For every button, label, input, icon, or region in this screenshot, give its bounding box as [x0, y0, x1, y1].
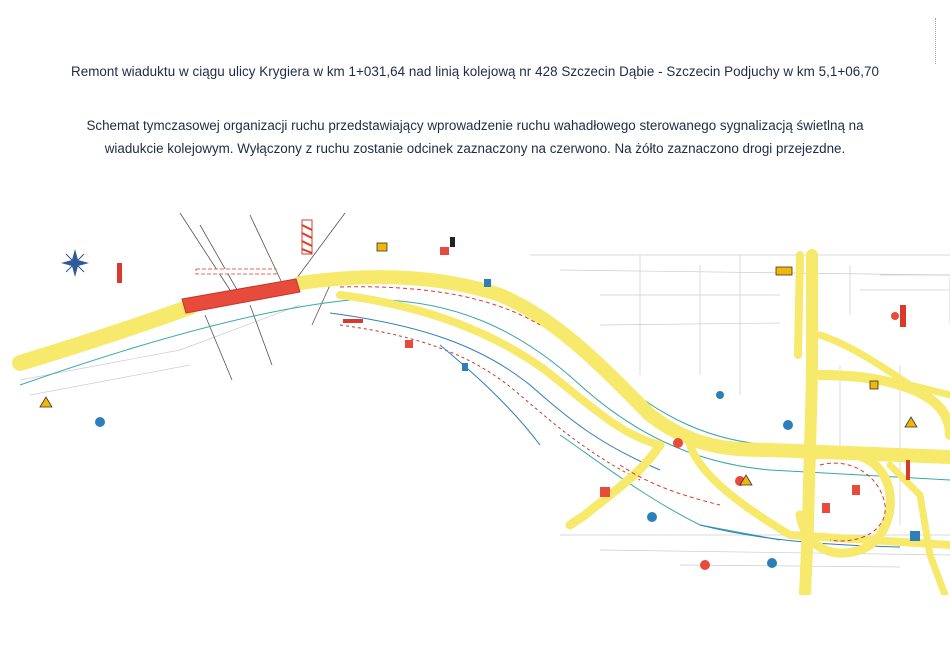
- document-title: Remont wiaduktu w ciągu ulicy Krygiera w km 1+031,64 nad linią kolejową nr 428 Szczecin Dąbie - Szczecin Podjuchy w km 5,1+06,70: [70, 64, 879, 79]
- warning-sign-icon: [600, 487, 610, 497]
- scan-artifact: [932, 18, 936, 64]
- info-sign-icon: [484, 279, 491, 287]
- vertical-road-2: [798, 255, 800, 355]
- info-sign-icon: [647, 512, 657, 522]
- main-road-west: [20, 307, 190, 363]
- warning-sign-icon: [822, 503, 830, 513]
- east-south-road: [890, 465, 945, 595]
- scheme-description: [60, 114, 890, 160]
- loop-road: [820, 375, 950, 435]
- compass-rose-icon: [61, 249, 89, 277]
- warning-sign-icon: [905, 417, 917, 427]
- info-sign-icon: [716, 391, 724, 399]
- info-sign-icon: [767, 558, 777, 568]
- warning-sign-icon: [891, 312, 899, 320]
- warning-sign-icon: [377, 243, 387, 251]
- description-line-1: Schemat tymczasowej organizacji ruchu przedstawiający wprowadzenie ruchu wahadłowego sterowanego sygnalizacją świetlną na: [86, 118, 864, 133]
- south-road: [570, 445, 660, 525]
- info-sign-icon: [783, 420, 793, 430]
- warning-sign-icon: [405, 340, 413, 348]
- warning-sign-icon: [870, 381, 878, 389]
- no-entry-sign-icon: [700, 560, 710, 570]
- traffic-organization-map: [0, 195, 950, 595]
- no-entry-sign-icon: [673, 438, 683, 448]
- closed-section: [182, 279, 300, 313]
- info-sign-icon: [95, 417, 105, 427]
- warning-sign-icon: [852, 485, 860, 495]
- direction-sign-icon: [776, 267, 792, 275]
- info-sign-icon: [462, 363, 468, 371]
- passable-roads: [20, 255, 950, 595]
- warning-sign-icon: [440, 247, 449, 255]
- info-sign-icon: [910, 531, 920, 541]
- description-line-2: wiadukcie kolejowym. Wyłączony z ruchu zostanie odcinek zaznaczony na czerwono. Na żółto zaznaczono drogi przejezdne.: [104, 141, 846, 156]
- warning-sign-icon: [40, 397, 52, 407]
- traffic-light-icon: [450, 237, 455, 247]
